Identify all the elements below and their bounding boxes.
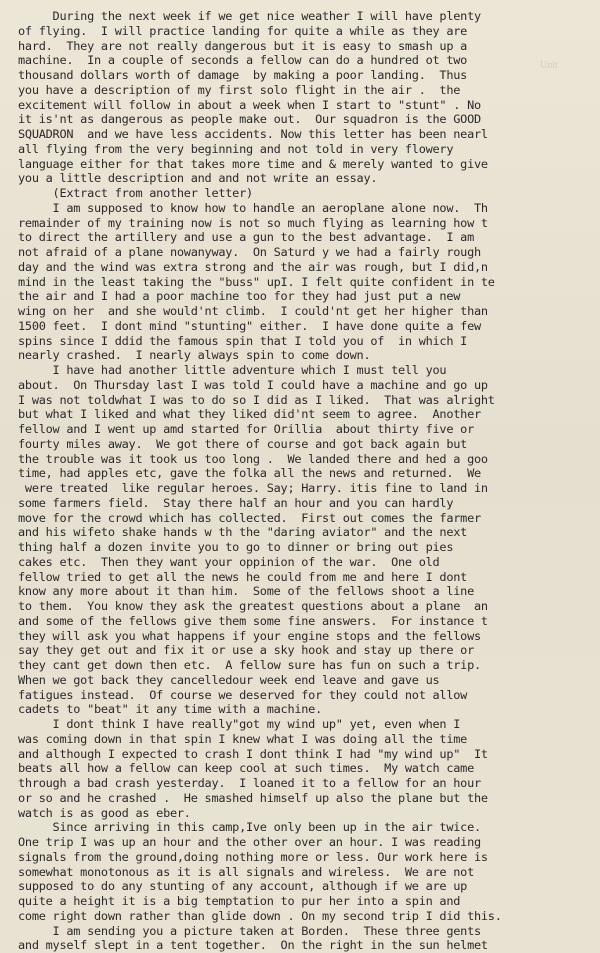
letter-line: to direct the artillery and use a gun to the best advantage. I am — [18, 230, 474, 245]
letter-line: say they get out and fix it or use a sky hook and stay up there or — [18, 643, 474, 658]
letter-line: fellow and I went up amd started for Orillia about thirty five or — [18, 422, 474, 436]
letter-line: the air and I had a poor machine too for they had just put a new — [18, 289, 461, 304]
letter-line: quite a height it is a big temptation to pur her into a spin and — [18, 894, 461, 908]
letter-line: I was not toldwhat I was to do so I did as I liked. That was alright — [18, 392, 495, 407]
letter-line: watch is as good as eber. — [18, 805, 191, 820]
letter-line: they cant get down then etc. A fellow sure has fun on such a trip. — [18, 658, 481, 672]
letter-line: 1500 feet. I dont mind "stunting" either. I have done quite a few — [18, 318, 481, 333]
letter-line: beats all how a fellow can keep cool at such times. My watch came — [18, 761, 474, 776]
letter-line: know any more about it than him. Some of the fellows shoot a line — [18, 584, 474, 599]
letter-line: language either for that takes more time and & merely wanted to give — [18, 156, 488, 171]
letter-line: and myself slept in a tent together. On the right in the sun helmet — [18, 938, 488, 953]
letter-line: spins since I ddid the famous spin that I told you of in which I — [18, 333, 468, 348]
letter-line: During the next week if we get nice weather I will have plenty — [18, 9, 481, 23]
letter-line: you a little description and and not write an essay. — [18, 171, 378, 186]
letter-line: fatigues instead. Of course we deserved for they could not allow — [18, 687, 468, 702]
letter-line: excitement will follow in about a week when I start to "stunt" . No — [18, 97, 481, 112]
letter-line: I dont think I have really"got my wind up" yet, even when I — [18, 717, 461, 731]
letter-line: signals from the ground,doing nothing more or less. Our work here is — [18, 849, 488, 864]
letter-line: somewhat monotonous as it is all signals and wireless. We are not — [18, 864, 474, 879]
letter-line: One trip I was up an hour and the other over an hour. I was reading — [18, 835, 481, 849]
letter-line: I am supposed to know how to handle an aeroplane alone now. Th — [18, 200, 488, 215]
letter-line: through a bad crash yesterday. I loaned it to a fellow for an hour — [18, 776, 481, 790]
letter-line: and although I expected to crash I dont think I had "my wind up" It — [18, 746, 488, 761]
letter-line: but what I liked and what they liked did'nt seem to agree. Another — [18, 407, 481, 422]
letter-line: and his wifeto shake hands w th the "daring aviator" and the next — [18, 525, 468, 540]
letter-line: day and the wind was extra strong and the air was rough, but I did,n — [18, 259, 488, 274]
letter-line: or so and he crashed . He smashed himself up also the plane but the — [18, 790, 488, 805]
letter-line: cadets to "beat" it any time with a machine. — [18, 702, 322, 717]
letter-line: (Extract from another letter) — [18, 186, 253, 200]
letter-line: I am sending you a picture taken at Borden. These three gents — [18, 923, 481, 938]
letter-line: I have had another little adventure which I must tell you — [18, 363, 447, 377]
letter-line: of flying. I will practice landing for quite a while as they are — [18, 23, 468, 38]
letter-line: mind in the least taking the "buss" upI. I felt quite confident in te — [18, 274, 495, 289]
letter-line: all flying from the very beginning and not told in very flowery — [18, 141, 454, 156]
letter-line: to them. You know they ask the greatest questions about a plane an — [18, 599, 488, 613]
letter-line: cakes etc. Then they want your oppinion of the war. One old — [18, 554, 440, 569]
letter-line: time, had apples etc, gave the folka all the news and returned. We — [18, 466, 481, 481]
letter-line: remainder of my training now is not so much flying as learning how t — [18, 215, 488, 230]
letter-body — [18, 9, 593, 953]
letter-line: some farmers field. Stay there half an hour and you can hardly — [18, 495, 454, 510]
letter-line: not afraid of a plane nowanyway. On Saturd y we had a fairly rough — [18, 245, 481, 259]
letter-line: wing on her and she would'nt climb. I could'nt get her higher than — [18, 304, 488, 318]
letter-line: When we got back they cancelledour week end leave and gave us — [18, 672, 440, 687]
letter-line: the trouble was it took us too long . We landed there and hed a goo — [18, 451, 488, 466]
letter-line: nearly crashed. I nearly always spin to come down. — [18, 348, 371, 363]
letter-line: move for the crowd which has collected. First out comes the farmer — [18, 510, 481, 525]
show-through-mark: Unit — [540, 60, 558, 71]
letter-line: SQUADRON and we have less accidents. Now this letter has been nearl — [18, 127, 488, 141]
letter-line: it is'nt as dangerous as people make out. Our squadron is the GOOD — [18, 112, 481, 127]
letter-line: was coming down in that spin I knew what I was doing all the time — [18, 731, 468, 746]
letter-line: supposed to do any stunting of any account, although if we are up — [18, 879, 468, 894]
letter-line: fellow tried to get all the news he could from me and here I dont — [18, 569, 468, 584]
letter-line: you have a description of my first solo flight in the air . the — [18, 82, 461, 97]
letter-line: about. On Thursday last I was told I could have a machine and go up — [18, 377, 488, 392]
letter-line: Since arriving in this camp,Ive only been up in the air twice. — [18, 820, 481, 835]
letter-line: hard. They are not really dangerous but it is easy to smash up a — [18, 38, 468, 53]
letter-line: were treated like regular heroes. Say; Harry. itis fine to land in — [18, 481, 488, 495]
letter-line: come right down rather than glide down . On my second trip I did this. — [18, 908, 502, 923]
letter-line: and some of the fellows give them some fine answers. For instance t — [18, 613, 488, 628]
letter-line: they will ask you what happens if your engine stops and the fellows — [18, 628, 481, 643]
letter-line: thousand dollars worth of damage by making a poor landing. Thus — [18, 68, 468, 82]
letter-line: fourty miles away. We got there of course and got back again but — [18, 436, 468, 451]
letter-line: machine. In a couple of seconds a fellow can do a hundred ot two — [18, 53, 468, 68]
letter-line: thing half a dozen invite you to go to dinner or bring out pies — [18, 540, 454, 554]
